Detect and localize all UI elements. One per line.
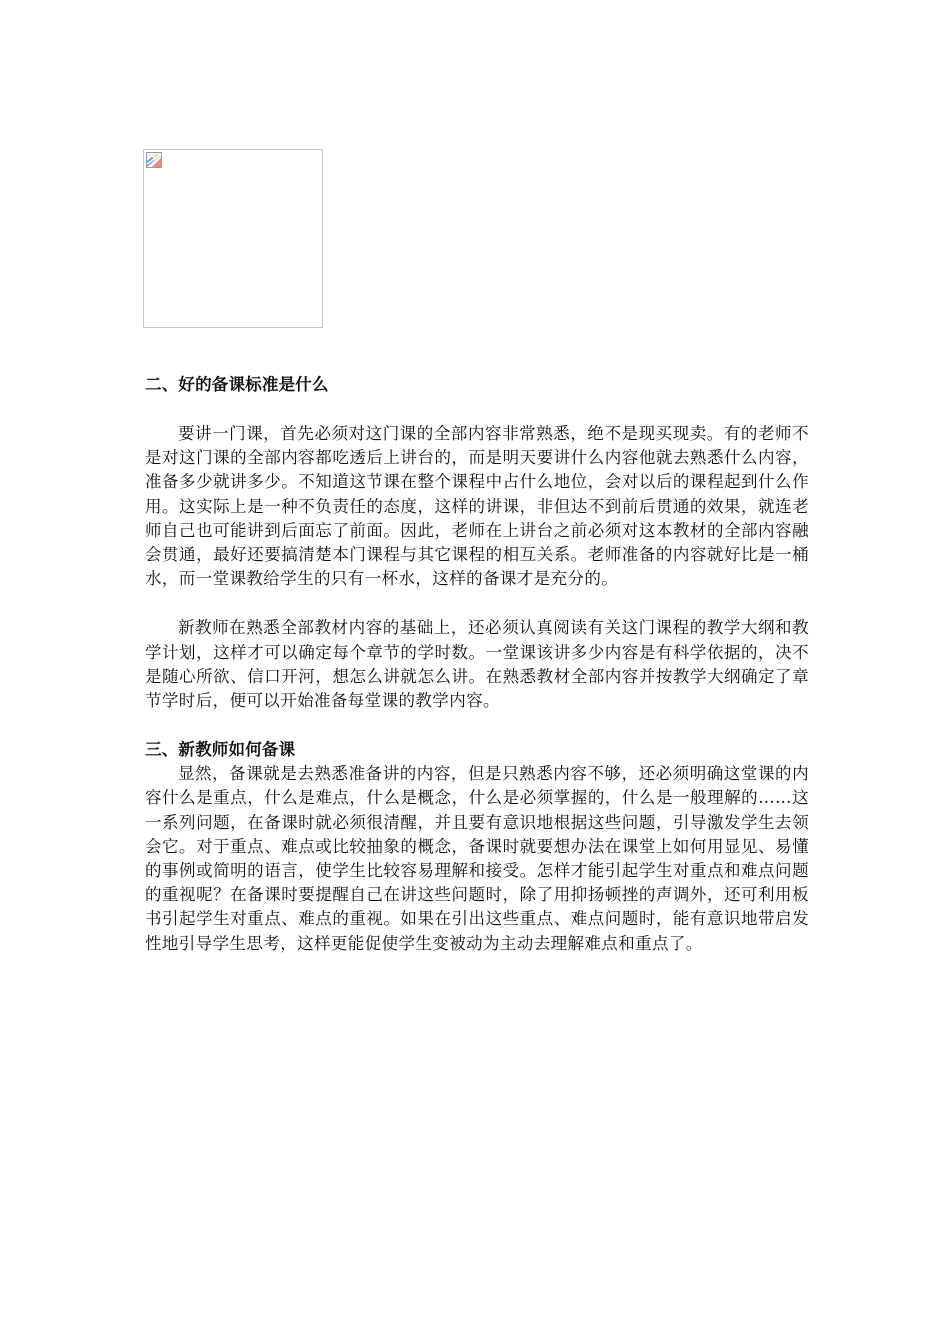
paragraph: 显然，备课就是去熟悉准备讲的内容，但是只熟悉内容不够，还必须明确这堂课的内容什么是重点，什么是难点，什么是概念，什么是必须掌握的，什么是一般理解的……这一系列问题，在备课时就必须很清醒，并且要有意识地根据这些问题，引导激发学生去领会它。对于重点、难点或比较抽象的概念，备课时就要想办法在课堂上如何用显见、易懂的事例或简明的语言，使学生比较容易理解和接受。怎样才能引起学生对重点和难点问题的重视呢？在备课时要提醒自己在讲这些问题时，除了用抑扬顿挫的声调外，还可利用板书引起学生对重点、难点的重视。如果在引出这些重点、难点问题时，能有意识地带启发性地引导学生思考，这样更能促使学生变被动为主动去理解难点和重点了。 (145, 764, 809, 953)
paragraph: 新教师在熟悉全部教材内容的基础上，还必须认真阅读有关这门课程的教学大纲和教学计划，这样才可以确定每个章节的学时数。一堂课该讲多少内容是有科学依据的，决不是随心所欲、信口开河，想怎么讲就怎么讲。在熟悉教材全部内容并按教学大纲确定了章节学时后，便可以开始准备每堂课的教学内容。 (145, 618, 809, 711)
broken-image-placeholder (143, 149, 323, 328)
document-body (145, 373, 809, 956)
section-heading-2: 二、好的备课标准是什么 (145, 375, 329, 394)
broken-image-icon (146, 152, 162, 168)
section-heading-3: 三、新教师如何备课 (145, 740, 296, 760)
paragraph: 要讲一门课，首先必须对这门课的全部内容非常熟悉，绝不是现买现卖。有的老师不是对这门课的全部内容都吃透后上讲台的，而是明天要讲什么内容他就去熟悉什么内容，准备多少就讲多少。不知道这节课在整个课程中占什么地位，会对以后的课程起到什么作用。这实际上是一种不负责任的态度，这样的讲课，非但达不到前后贯通的效果，就连老师自己也可能讲到后面忘了前面。因此，老师在上讲台之前必须对这本教材的全部内容融会贯通，最好还要搞清楚本门课程与其它课程的相互关系。老师准备的内容就好比是一桶水，而一堂课教给学生的只有一杯水，这样的备课才是充分的。 (145, 424, 809, 589)
